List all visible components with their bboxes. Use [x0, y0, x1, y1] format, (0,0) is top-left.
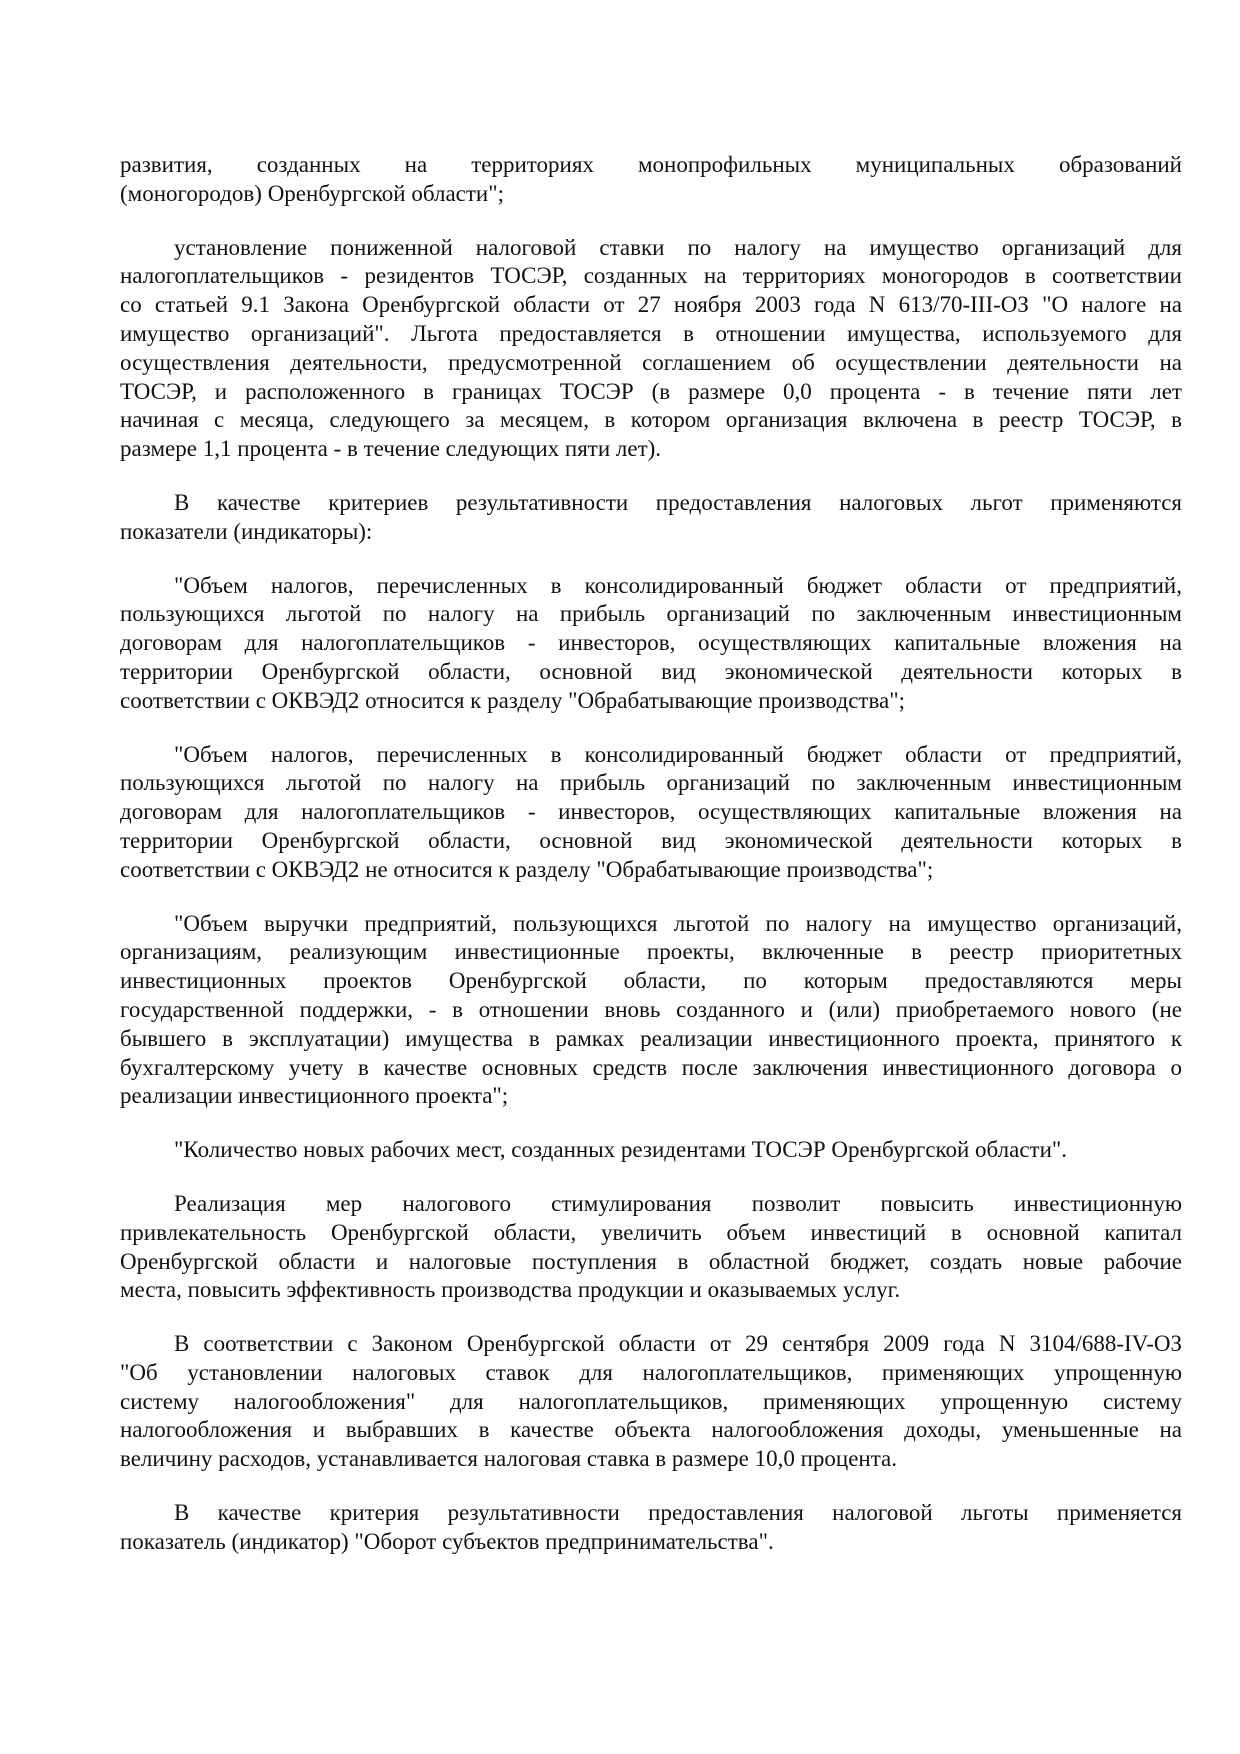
text-line: государственной поддержки, - в отношении вновь созданного и (или) приобретаемого нового (не: [120, 996, 1182, 1022]
text-line: организациям, реализующим инвестиционные проекты, включенные в реестр приоритетных: [120, 939, 1182, 965]
paragraph: [120, 1190, 1182, 1305]
text-line: налогообложения и выбравших в качестве объекта налогообложения доходы, уменьшенные на: [120, 1417, 1182, 1443]
text-line: соответствии с ОКВЭД2 не относится к разделу "Обрабатывающие производства";: [120, 856, 934, 882]
text-line: размере 1,1 процента - в течение следующих пяти лет).: [120, 436, 662, 462]
text-line: показатели (индикаторы):: [120, 518, 373, 544]
text-line: установление пониженной налоговой ставки по налогу на имущество организаций для: [174, 234, 1182, 260]
text-line: В качестве критериев результативности предоставления налоговых льгот применяются: [174, 489, 1182, 515]
text-line: Оренбургской области и налоговые поступления в областной бюджет, создать новые рабочие: [120, 1248, 1182, 1274]
text-line: систему налогообложения" для налогоплательщиков, применяющих упрощенную систему: [120, 1388, 1182, 1414]
paragraph: [120, 1330, 1182, 1474]
text-line: "Объем налогов, перечисленных в консолидированный бюджет области от предприятий,: [174, 741, 1182, 767]
text-line: В качестве критерия результативности предоставления налоговой льготы применяется: [174, 1500, 1182, 1526]
text-line: развития, созданных на территориях монопрофильных муниципальных образований: [120, 152, 1182, 177]
text-line: соответствии с ОКВЭД2 относится к разделу "Обрабатывающие производства";: [120, 687, 906, 713]
document-page: [120, 151, 1182, 1582]
paragraph: [120, 234, 1182, 464]
text-line: территории Оренбургской области, основной вид экономической деятельности которых в: [120, 658, 1182, 684]
paragraph: [120, 151, 1182, 209]
text-line: ТОСЭР, и расположенного в границах ТОСЭР (в размере 0,0 процента - в течение пяти лет: [120, 378, 1182, 404]
text-line: величину расходов, устанавливается налоговая ставка в размере 10,0 процента.: [120, 1446, 898, 1472]
text-line: "Количество новых рабочих мест, созданных резидентами ТОСЭР Оренбургской области".: [174, 1137, 1068, 1163]
paragraph: [120, 489, 1182, 547]
text-line: налогоплательщиков - резидентов ТОСЭР, созданных на территориях моногородов в соответствии: [120, 263, 1182, 289]
text-line: со статьей 9.1 Закона Оренбургской области от 27 ноября 2003 года N 613/70-III-ОЗ "О налоге на: [120, 292, 1182, 318]
text-line: территории Оренбургской области, основной вид экономической деятельности которых в: [120, 827, 1182, 853]
text-line: договорам для налогоплательщиков - инвесторов, осуществляющих капитальные вложения на: [120, 630, 1182, 656]
text-line: пользующихся льготой по налогу на прибыль организаций по заключенным инвестиционным: [120, 601, 1182, 627]
text-line: "Объем выручки предприятий, пользующихся льготой по налогу на имущество организаций,: [174, 910, 1182, 936]
paragraph: [120, 1136, 1182, 1165]
text-line: показатель (индикатор) "Оборот субъектов предпринимательства".: [120, 1528, 774, 1554]
text-line: "Объем налогов, перечисленных в консолидированный бюджет области от предприятий,: [174, 572, 1182, 598]
text-line: привлекательность Оренбургской области, увеличить объем инвестиций в основной капитал: [120, 1219, 1182, 1245]
text-line: В соответствии с Законом Оренбургской области от 29 сентября 2009 года N 3104/688-IV-ОЗ: [174, 1331, 1182, 1357]
text-line: пользующихся льготой по налогу на прибыль организаций по заключенным инвестиционным: [120, 770, 1182, 796]
paragraph: [120, 741, 1182, 885]
text-line: осуществления деятельности, предусмотренной соглашением об осуществлении деятельности на: [120, 349, 1182, 375]
text-line: бывшего в эксплуатации) имущества в рамках реализации инвестиционного проекта, принятого к: [120, 1025, 1182, 1051]
text-line: (моногородов) Оренбургской области";: [120, 180, 505, 206]
paragraph: [120, 572, 1182, 716]
text-line: имущество организаций". Льгота предоставляется в отношении имущества, используемого для: [120, 320, 1182, 346]
text-line: инвестиционных проектов Оренбургской области, по которым предоставляются меры: [120, 968, 1182, 994]
paragraph: [120, 1499, 1182, 1557]
text-line: бухгалтерскому учету в качестве основных средств после заключения инвестиционного договора о: [120, 1054, 1182, 1080]
text-line: договорам для налогоплательщиков - инвесторов, осуществляющих капитальные вложения на: [120, 799, 1182, 825]
text-line: начиная с месяца, следующего за месяцем, в котором организация включена в реестр ТОСЭР, в: [120, 407, 1182, 433]
text-line: места, повысить эффективность производства продукции и оказываемых услуг.: [120, 1277, 901, 1303]
text-line: "Об установлении налоговых ставок для налогоплательщиков, применяющих упрощенную: [120, 1359, 1182, 1385]
text-line: реализации инвестиционного проекта";: [120, 1083, 509, 1109]
paragraph: [120, 910, 1182, 1112]
text-line: Реализация мер налогового стимулирования позволит повысить инвестиционную: [174, 1190, 1182, 1216]
